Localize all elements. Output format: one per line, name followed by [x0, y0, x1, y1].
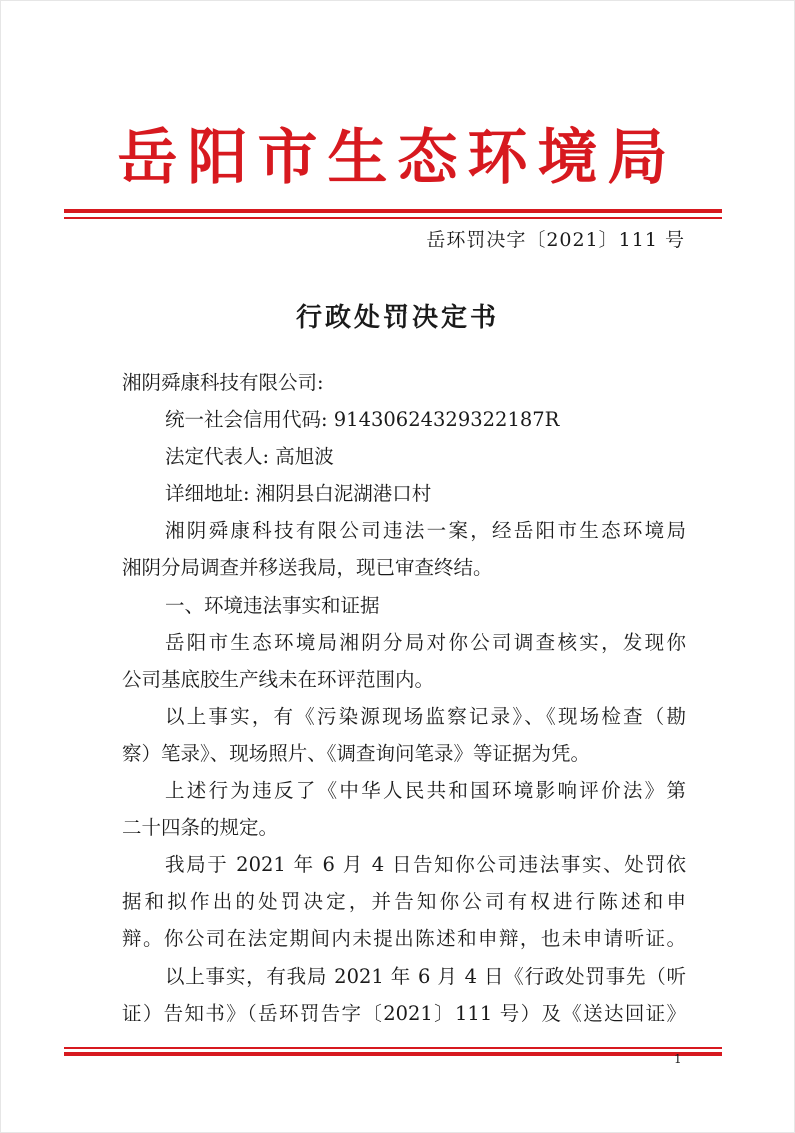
paragraph-line: 据和拟作出的处罚决定，并告知你公司有权进行陈述和申	[122, 890, 686, 914]
paragraph-line: 上述行为违反了《中华人民共和国环境影响评价法》第	[165, 779, 686, 803]
document-body	[122, 364, 686, 1032]
section-heading: 一、环境违法事实和证据	[165, 593, 380, 617]
legal-representative-line: 法定代表人: 高旭波	[165, 445, 334, 469]
paragraph-line: 辩。你公司在法定期间内未提出陈述和申辩，也未申请听证。	[122, 927, 686, 951]
header-red-rule-thick	[64, 209, 722, 213]
paragraph-line: 公司基底胶生产线未在环评范围内。	[122, 667, 435, 691]
paragraph-line: 以上事实，有《污染源现场监察记录》、《现场检查（勘	[165, 704, 686, 728]
document-title: 行政处罚决定书	[295, 303, 499, 333]
footer-red-rule-thin	[64, 1047, 722, 1049]
paragraph-line: 我局于 2021 年 6 月 4 日告知你公司违法事实、处罚依	[165, 853, 686, 877]
organization-header: 岳阳市生态环境局	[117, 123, 678, 193]
paragraph-line: 察）笔录》、现场照片、《调查询问笔录》等证据为凭。	[122, 741, 591, 765]
paragraph-line: 二十四条的规定。	[122, 816, 279, 840]
paragraph-line: 以上事实，有我局 2021 年 6 月 4 日《行政处罚事先（听	[165, 964, 686, 988]
header-red-rule-thin	[64, 217, 722, 219]
paragraph-line: 岳阳市生态环境局湘阴分局对你公司调查核实，发现你	[165, 630, 686, 654]
paragraph-line: 证）告知书》（岳环罚告字〔2021〕111 号）及《送达回证》	[122, 1001, 686, 1025]
document-number: 岳环罚决字〔2021〕111 号	[426, 229, 685, 251]
footer-red-rule-thick	[64, 1052, 722, 1056]
paragraph-line: 湘阴舜康科技有限公司违法一案，经岳阳市生态环境局	[165, 519, 686, 543]
addressee-line: 湘阴舜康科技有限公司:	[122, 371, 324, 394]
address-line: 详细地址: 湘阴县白泥湖港口村	[165, 482, 432, 506]
page-number: 1	[674, 1052, 682, 1066]
paragraph-line: 湘阴分局调查并移送我局，现已审查终结。	[122, 556, 493, 580]
credit-code-line: 统一社会信用代码: 91430624329322187R	[165, 408, 560, 432]
